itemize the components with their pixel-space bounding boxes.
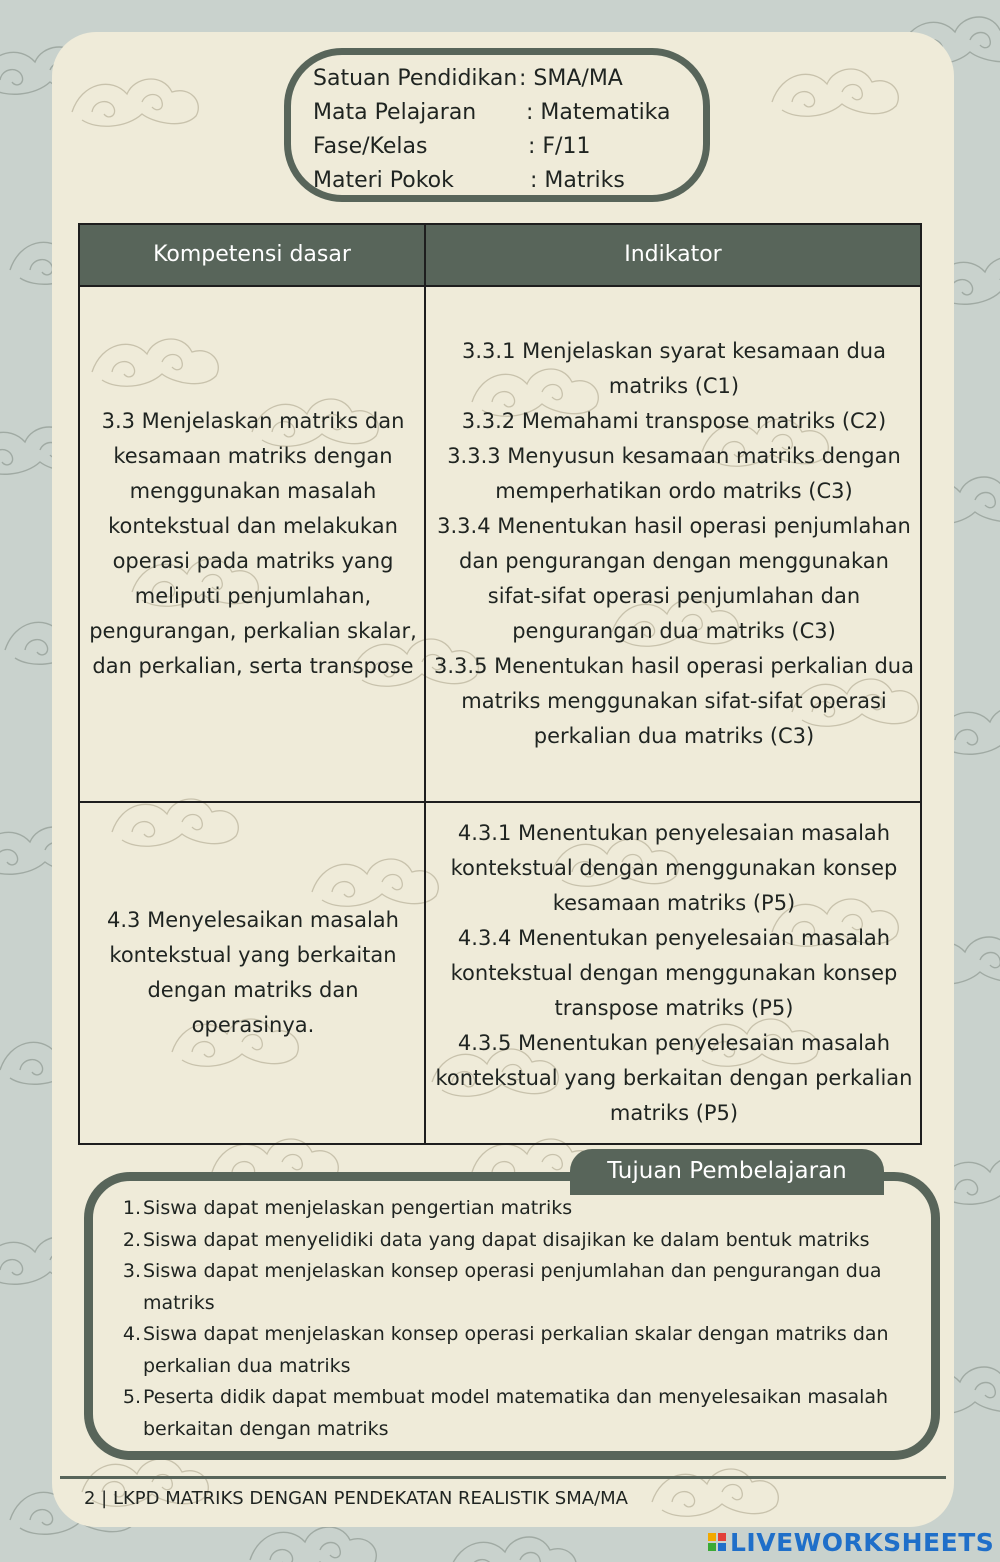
logo-cubes-icon (708, 1533, 726, 1551)
liveworksheets-logo (708, 1527, 994, 1557)
footer-divider (60, 1476, 946, 1479)
subject-info-box (284, 48, 710, 202)
indicator-item: 4.3.4 Menentukan penyelesaian masalah kontekstual dengan menggunakan konsep transpose matriks (P5) (450, 925, 898, 1020)
list-item: 2. Siswa dapat menyelidiki data yang dapat disajikan ke dalam bentuk matriks (122, 1228, 870, 1251)
info-value: : SMA/MA (519, 66, 623, 91)
table-cell-kd-2 (86, 803, 420, 1143)
indicator-item: 3.3.5 Menentukan hasil operasi perkalian dua matriks menggunakan sifat-sifat operasi perkalian dua matriks (C3) (434, 654, 914, 748)
table-cell-indicators-1 (432, 287, 916, 801)
indicator-list (432, 816, 916, 1131)
info-label: Materi Pokok (313, 168, 454, 193)
learning-objectives-title: Tujuan Pembelajaran (570, 1149, 884, 1195)
kd-text: 3.3 Menjelaskan matriks dan kesamaan matriks dengan menggunakan masalah kontekstual dan melakukan operasi pada matriks yang meliputi penjumlahan, pengurangan, perkalian skalar, dan perkalian, serta transpose (89, 409, 417, 678)
footer-text: 2 | LKPD MATRIKS DENGAN PENDEKATAN REALISTIK SMA/MA (84, 1488, 628, 1509)
info-label: Mata Pelajaran (313, 100, 477, 125)
column-divider (424, 225, 426, 1143)
info-value: : F/11 (528, 134, 591, 159)
worksheet-page (52, 32, 954, 1527)
info-value: : Matriks (530, 168, 625, 193)
table-cell-kd-1 (86, 287, 420, 801)
list-item: 5. Peserta didik dapat membuat model matematika dan menyelesaikan masalah berkaitan dengan matriks (122, 1386, 889, 1440)
liveworksheets-wordmark: LIVEWORKSHEETS (730, 1527, 995, 1557)
info-label: Satuan Pendidikan (313, 66, 518, 91)
indicator-item: 3.3.3 Menyusun kesamaan matriks dengan memperhatikan ordo matriks (C3) (447, 444, 901, 503)
info-value: : Matematika (526, 100, 671, 125)
competency-table (78, 223, 922, 1145)
indicator-item: 3.3.1 Menjelaskan syarat kesamaan dua matriks (C1) (462, 339, 886, 398)
list-item: 3. Siswa dapat menjelaskan konsep operasi penjumlahan dan pengurangan dua matriks (122, 1260, 882, 1314)
kd-text: 4.3 Menyelesaikan masalah kontekstual yang berkaitan dengan matriks dan operasinya. (107, 908, 399, 1037)
learning-objectives-list (115, 1193, 935, 1445)
header-kompetensi-dasar: Kompetensi dasar (153, 242, 351, 267)
indicator-item: 4.3.5 Menentukan penyelesaian masalah kontekstual yang berkaitan dengan perkalian matriks (P5) (435, 1030, 913, 1125)
indicator-list (432, 334, 916, 754)
header-indikator: Indikator (624, 242, 722, 267)
indicator-item: 3.3.2 Memahami transpose matriks (C2) (461, 409, 887, 433)
list-item: 4. Siswa dapat menjelaskan konsep operasi perkalian skalar dengan matriks dan perkalian dua matriks (122, 1323, 889, 1377)
info-label: Fase/Kelas (313, 134, 428, 159)
indicator-item: 3.3.4 Menentukan hasil operasi penjumlahan dan pengurangan dengan menggunakan sifat-sifat operasi penjumlahan dan pengurangan dua matriks (C3) (437, 514, 911, 643)
learning-objectives-box (84, 1172, 940, 1460)
table-header (80, 225, 920, 287)
table-cell-indicators-2 (432, 803, 916, 1143)
indicator-item: 4.3.1 Menentukan penyelesaian masalah kontekstual dengan menggunakan konsep kesamaan matriks (P5) (450, 820, 898, 915)
list-item: 1. Siswa dapat menjelaskan pengertian matriks (122, 1197, 573, 1219)
